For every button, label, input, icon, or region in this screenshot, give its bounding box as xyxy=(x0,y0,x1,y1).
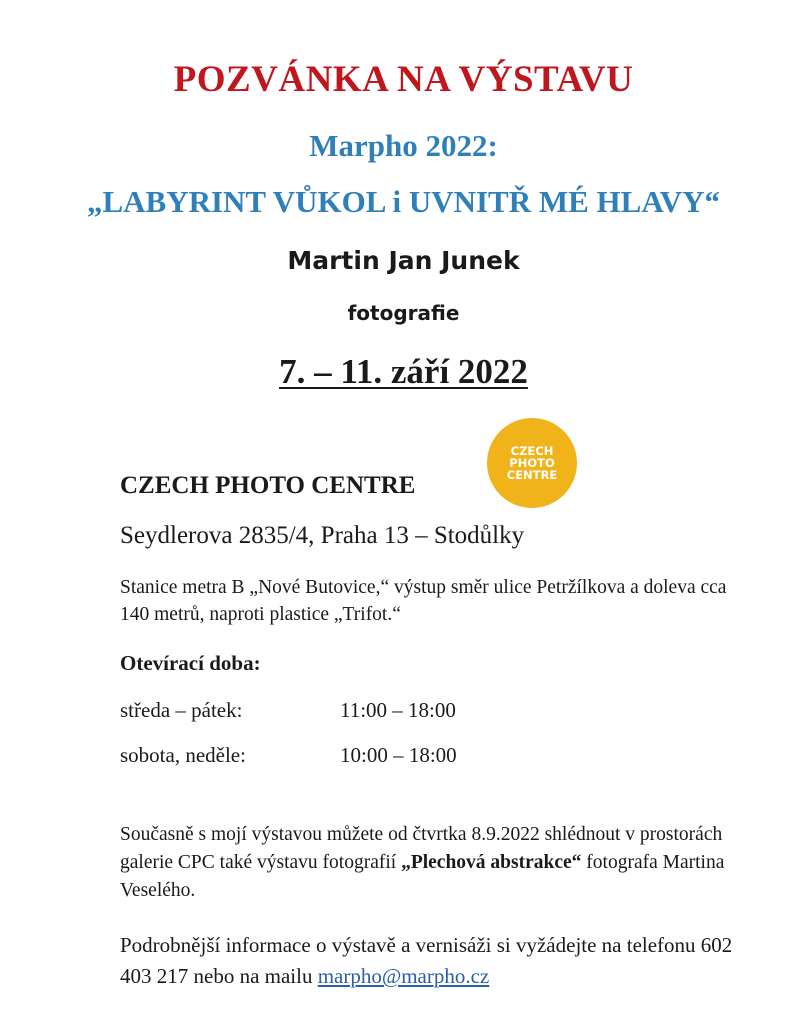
note-highlight: „Plechová abstrakce“ xyxy=(401,852,582,873)
genre-label: fotografie xyxy=(347,301,460,325)
venue-directions: Stanice metra B „Nové Butovice,“ výstup směr ulice Petržílkova a doleva cca 140 metrů, naproti plastice „Trifot.“ xyxy=(120,577,727,625)
author-name: Martin Jan Junek xyxy=(287,246,520,275)
invitation-title: POZVÁNKA NA VÝSTAVU xyxy=(173,59,634,100)
concurrent-exhibition-note xyxy=(120,821,740,905)
hours-time: 11:00 – 18:00 xyxy=(340,698,456,722)
logo-line-3: CENTRE xyxy=(506,468,558,482)
czech-photo-centre-logo xyxy=(487,418,577,508)
note-text-before: Současně s mojí výstavou můžete od čtvrtka 8.9.2022 shlédnout v prostorách galerie CPC také výstavu fotografií xyxy=(120,824,723,873)
exhibition-dates xyxy=(0,352,807,392)
info-text: Podrobnější informace o výstavě a vernisáži si vyžádejte na telefonu 602 403 217 nebo na mailu xyxy=(120,933,733,988)
dates-text: 7. – 11. září 2022 xyxy=(279,352,528,391)
venue-address: Seydlerova 2835/4, Praha 13 – Stodůlky xyxy=(120,522,525,549)
logo-line-2: PHOTO xyxy=(509,456,555,470)
hours-time: 10:00 – 18:00 xyxy=(340,743,457,767)
email-link[interactable]: marpho@marpho.cz xyxy=(317,964,490,988)
opening-hours-title: Otevírací doba: xyxy=(120,651,261,675)
contact-info xyxy=(120,930,760,992)
exhibition-name: „LABYRINT VŮKOL i UVNITŘ MÉ HLAVY“ xyxy=(86,184,721,219)
logo-line-1: CZECH xyxy=(510,444,554,458)
event-subtitle: Marpho 2022: xyxy=(309,128,498,163)
hours-days: středa – pátek: xyxy=(120,698,243,722)
hours-days: sobota, neděle: xyxy=(120,743,246,767)
venue-name: CZECH PHOTO CENTRE xyxy=(120,472,416,499)
note-text-after: fotografa Martina Veselého. xyxy=(120,852,725,901)
